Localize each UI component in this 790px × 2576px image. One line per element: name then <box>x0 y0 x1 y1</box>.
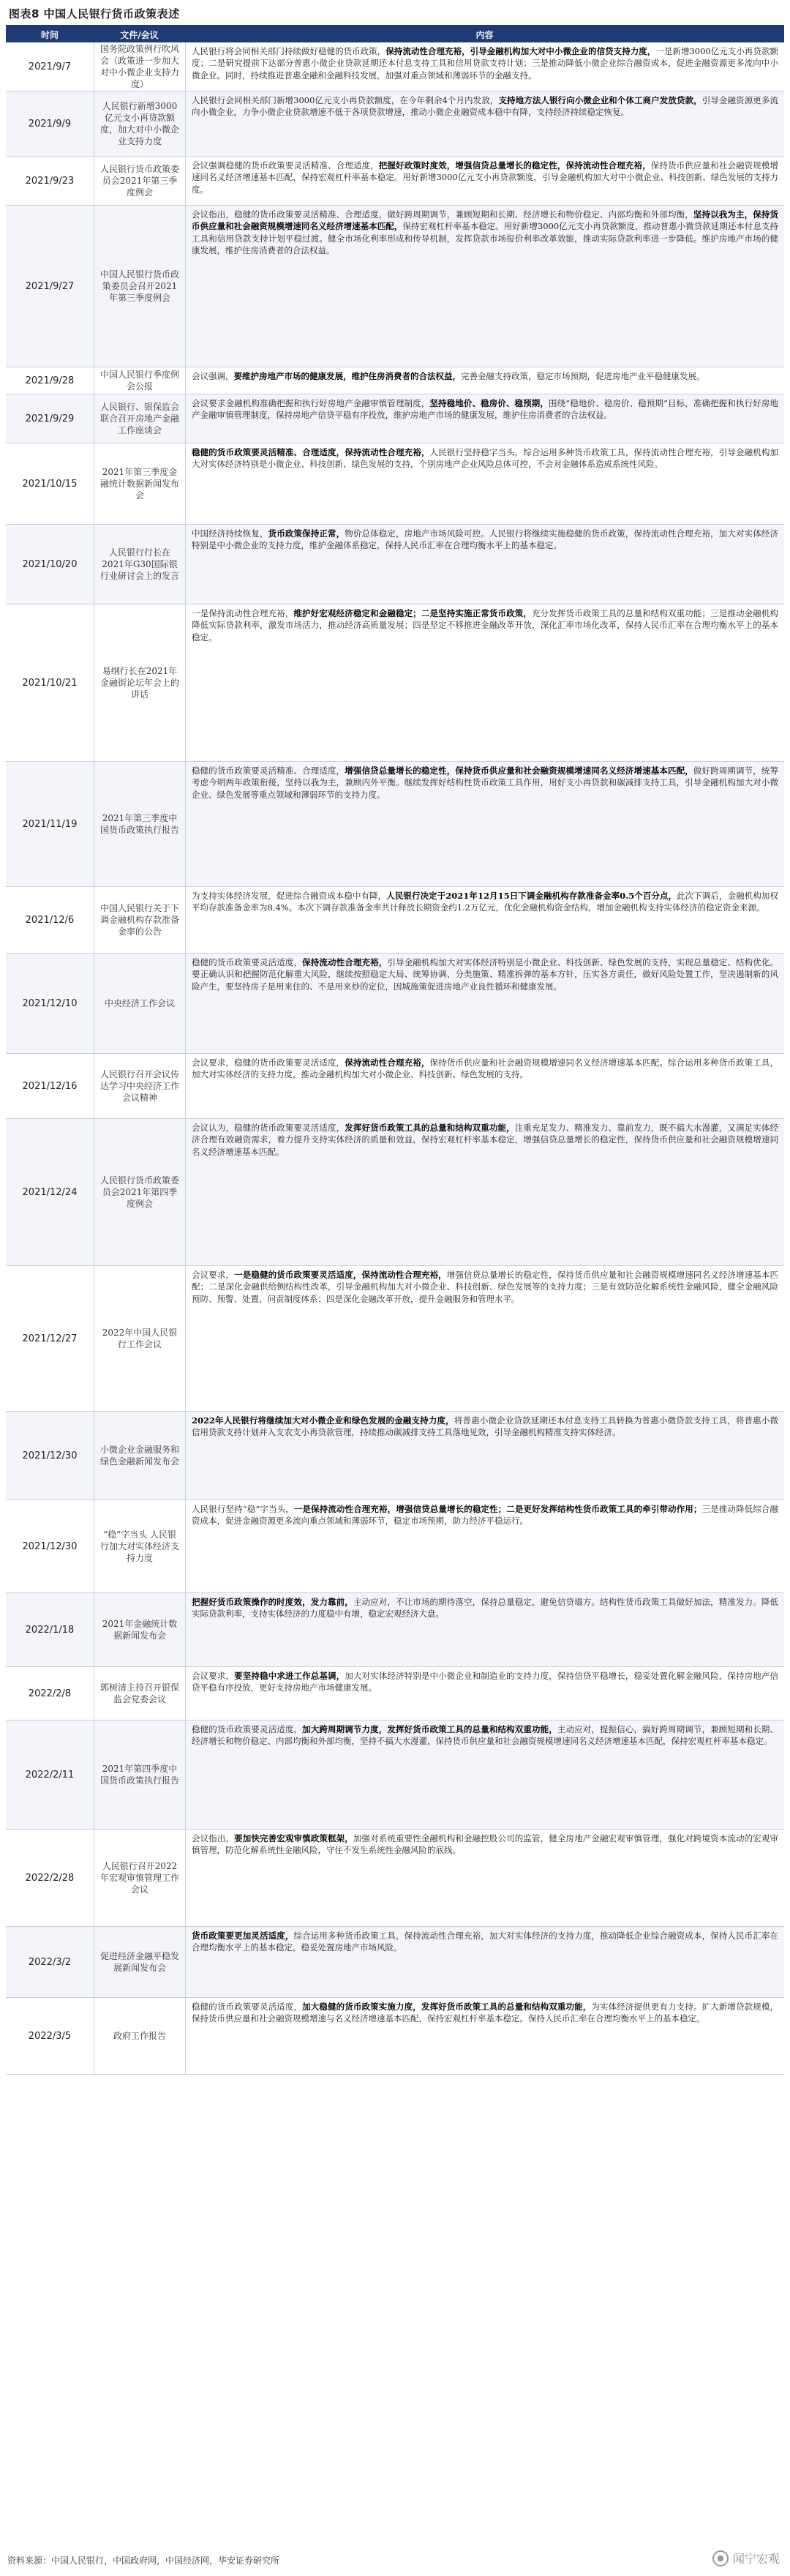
content-rest: 加强对系统重要性金融机构和金融控股公司的监管，健全房地产金融宏观审慎管理，强化对跨境资本流动的宏观审慎管理，防范化解系统性金融风险，守住不发生系统性金融风险的底线。 <box>192 1833 778 1856</box>
content-lead: 稳健的货币政策要灵活适度， <box>192 1724 303 1734</box>
row-document: 人民银行货币政策委员会2021年第三季度例会 <box>94 157 186 205</box>
row-date: 2021/9/7 <box>6 42 94 91</box>
row-document: 人民银行召开会议传达学习中央经济工作会议精神 <box>94 1054 186 1118</box>
table-row <box>6 1500 784 1593</box>
content-emphasis: 发挥好货币政策工具的总量和结构双重功能， <box>345 1123 515 1133</box>
content-rest: 主动应对，不让市场的期待落空，保持总量稳定，避免信贷塌方。结构性货币政策工具做好加法，精准发力。降低实际贷款利率，支持实体经济的力度稳中有增，稳定宏观经济大盘。 <box>192 1597 778 1620</box>
row-document: 政府工作报告 <box>94 1998 186 2074</box>
row-date: 2021/10/21 <box>6 604 94 761</box>
content-rest: 加大对实体经济特别是中小微企业和制造业的支持力度，保持信贷平稳增长，稳妥处置化解金融风险，保持房地产信贷平稳有序投放，更好支持房地产市场健康发展。 <box>192 1671 778 1693</box>
content-emphasis: 要加快完善宏观审慎政策框架， <box>234 1833 353 1843</box>
content-lead: 会议要求， <box>192 1270 235 1280</box>
content-rest: 为实体经济提供更有力支持。扩大新增贷款规模，保持货币供应量和社会融资规模增速与名义经济增速基本匹配，保持宏观杠杆率基本稳定。保持人民币汇率在合理均衡水平上的基本稳定。 <box>192 2002 778 2024</box>
row-document: 中国人民银行季度例会公报 <box>94 367 186 394</box>
row-date: 2021/12/6 <box>6 887 94 953</box>
content-lead: 会议强调稳健的货币政策要灵活精准、合理适度， <box>192 160 379 171</box>
row-date: 2021/12/30 <box>6 1412 94 1499</box>
table-row <box>6 762 784 887</box>
content-rest: 人民银行坚持稳字当头，综合运用多种货币政策工具，保持流动性合理充裕，引导金融机构加大对实体经济特别是小微企业、科技创新、绿色发展的支持，个别房地产企业风险总体可控，不会对金融体系造成系统性风险。 <box>192 447 778 470</box>
content-emphasis: 保持流动性合理充裕， <box>302 957 388 967</box>
row-date: 2022/3/5 <box>6 1998 94 2074</box>
content-rest: 主动应对，提振信心，搞好跨周期调节，兼顾短期和长期、经济增长和物价稳定、内部均衡和外部均衡，坚持不搞大水漫灌，保持货币供应量和社会融资规模增速同名义经济增速基本匹配，保持宏观杠杆率基本稳定。 <box>192 1724 778 1747</box>
content-emphasis: 把握好政策时度效，增强信贷总量增长的稳定性，保持流动性合理充裕， <box>378 160 651 171</box>
content-rest: 保持货币供应量和社会融资规模增速同名义经济增速基本匹配。综合运用多种货币政策工具，加大对实体经济的支持力度，推动金融机构加大对小微企业、科技创新、绿色发展的支持。 <box>192 1057 778 1080</box>
row-document: 小微企业金融服务和绿色金融新闻发布会 <box>94 1412 186 1499</box>
content-lead: 会议强调， <box>192 371 234 381</box>
row-content <box>186 1998 784 2074</box>
content-lead: 会议指出，稳健的货币政策要灵活精准、合理适度，做好跨周期调节，兼顾短期和长期、经济增长和物价稳定、内部均衡和外部均衡， <box>192 209 693 220</box>
content-emphasis: 人民银行决定于2021年12月15日下调金融机构存款准备金率0.5个百分点， <box>386 891 677 901</box>
row-content <box>186 157 784 205</box>
row-content <box>186 1830 784 1926</box>
content-lead: 人民银行将会同相关部门持续做好稳健的货币政策， <box>192 46 386 56</box>
content-rest: 保持宏观杠杆率基本稳定。用好新增3000亿元支小再贷款额度，推动普惠小微贷款延期还本付息支持工具和信用贷款支持计划平稳过渡。健全市场化利率形成和传导机制，发挥贷款市场报价利率改革效能，推动实际贷款利率进一步降低。维护房地产市场的健康发展，维护住房消费者的合法权益。 <box>192 221 779 255</box>
content-emphasis: 坚持稳地价、稳房价、稳预期， <box>429 398 549 408</box>
row-content <box>186 443 784 524</box>
table-row <box>6 206 784 367</box>
content-emphasis: 保持流动性合理充裕， <box>345 1057 430 1068</box>
table-row <box>6 1721 784 1830</box>
row-content <box>186 604 784 761</box>
table-row <box>6 1593 784 1667</box>
content-rest: 引导金融资源更多流向小微企业，力争小微企业贷款增速不低于各项贷款增速，推动小微企业融资成本稳中有降，支持经济持续稳定恢复。 <box>192 95 778 118</box>
content-rest: 此次下调后，金融机构加权平均存款准备金率为8.4%。本次下调存款准备金率共计释放长期资金约1.2万亿元，优化金融机构资金结构，增加金融机构支持实体经济的稳定资金来源。 <box>192 891 778 913</box>
row-date: 2021/12/27 <box>6 1266 94 1411</box>
content-lead: 人民银行会同相关部门新增3000亿元支小再贷款额度，在今年剩余4个月内发放， <box>192 95 499 105</box>
table-row <box>6 394 784 443</box>
content-emphasis: 保持流动性合理充裕，引导金融机构加大对中小微企业的信贷支持力度， <box>385 46 656 56</box>
table-body <box>6 42 784 2075</box>
content-lead: 会议指出， <box>192 1833 235 1843</box>
row-content <box>186 1119 784 1265</box>
content-rest: 充分发挥货币政策工具的总量和结构双重功能；三是推动金融机构降低实际贷款利率，激发市场活力，推动经济高质量发展；四是坚定不移推进金融改革开放，深化汇率市场化改革，保持人民币汇率在合理均衡水平上的基本稳定。 <box>192 608 778 643</box>
table-row <box>6 157 784 206</box>
figure-title: 图表8 中国人民银行货币政策表述 <box>9 7 180 20</box>
row-date: 2021/12/24 <box>6 1119 94 1265</box>
content-rest: 围绕“稳地价、稳房价、稳预期”目标，准确把握和执行好房地产金融审慎管理制度，保持房地产信贷平稳有序投放，维护房地产市场的健康发展，维护住房消费者的合法权益。 <box>192 398 778 421</box>
row-document: “稳”字当头 人民银行加大对实体经济支持力度 <box>94 1500 186 1592</box>
table-row <box>6 887 784 954</box>
table-row <box>6 367 784 394</box>
table-row <box>6 91 784 157</box>
table-row <box>6 1830 784 1927</box>
row-document: 人民银行、银保监会联合召开房地产金融工作座谈会 <box>94 394 186 443</box>
content-rest: 注重充足发力、精准发力、靠前发力，既不搞大水漫灌，又满足实体经济合理有效融资需求，着力提升支持实体经济的质量和效益，保持宏观杠杆率基本稳定，增强信贷总量增长的稳定性，保持货币供应量和社会融资规模增速同名义经济增速基本匹配。 <box>192 1123 778 1157</box>
content-emphasis: 货币政策保持正常， <box>268 528 345 539</box>
content-emphasis: 加大稳健的货币政策实施力度，发挥好货币政策工具的总量和结构双重功能， <box>302 2002 592 2012</box>
wechat-icon: ● <box>712 2550 729 2566</box>
row-content <box>186 394 784 443</box>
header-content: 内容 <box>475 29 494 40</box>
row-document: 促进经济金融平稳发展新闻发布会 <box>94 1927 186 1997</box>
table-row <box>6 1667 784 1721</box>
content-rest: 综合运用多种货币政策工具，保持流动性合理充裕，加大对实体经济的支持力度，推动降低企业综合融资成本，保持人民币汇率在合理均衡水平上的基本稳定，稳妥处置房地产市场风险。 <box>192 1931 778 1953</box>
row-content <box>186 954 784 1053</box>
row-content <box>186 1927 784 1997</box>
row-content <box>186 762 784 886</box>
watermark <box>712 2550 780 2566</box>
row-date: 2022/2/28 <box>6 1830 94 1926</box>
row-document: 中国人民银行关于下调金融机构存款准备金率的公告 <box>94 887 186 953</box>
table-row <box>6 1266 784 1412</box>
content-lead: 稳健的货币政策要灵活适度， <box>192 957 303 967</box>
content-lead: 会议认为，稳健的货币政策要灵活适度， <box>192 1123 345 1133</box>
content-emphasis: 2022年人民银行将继续加大对小微企业和绿色发展的金融支持力度， <box>192 1415 454 1426</box>
source-note: 资料来源：中国人民银行，中国政府网，中国经济网，华安证券研究所 <box>7 2556 280 2566</box>
table-row <box>6 1412 784 1500</box>
row-content <box>186 1500 784 1592</box>
row-content <box>186 1667 784 1720</box>
row-document: 郭树清主持召开银保监会党委会议 <box>94 1667 186 1720</box>
table-row <box>6 1119 784 1266</box>
content-rest: 完善金融支持政策，稳定市场预期，促进房地产业平稳健康发展。 <box>461 371 705 381</box>
row-document: 2021年第三季度金融统计数据新闻发布会 <box>94 443 186 524</box>
table-row <box>6 1998 784 2075</box>
row-document: 2021年金融统计数据新闻发布会 <box>94 1593 186 1666</box>
content-lead: 会议要求， <box>192 1671 235 1681</box>
row-document: 2022年中国人民银行工作会议 <box>94 1266 186 1411</box>
row-date: 2021/12/10 <box>6 954 94 1053</box>
row-content <box>186 206 784 367</box>
header-doc: 文件/会议 <box>120 29 159 40</box>
row-content <box>186 1593 784 1666</box>
row-content <box>186 1721 784 1829</box>
content-lead: 稳健的货币政策要灵活精准、合理适度， <box>192 765 345 776</box>
row-content <box>186 367 784 394</box>
row-date: 2021/12/30 <box>6 1500 94 1592</box>
row-document: 人民银行召开2022年宏观审慎管理工作会议 <box>94 1830 186 1926</box>
content-emphasis: 支持地方法人银行向小微企业和个体工商户发放贷款， <box>498 95 702 105</box>
table-row <box>6 1054 784 1119</box>
row-document: 国务院政策例行吹风会（政策进一步加大对中小微企业支持力度） <box>94 42 186 91</box>
row-content <box>186 1266 784 1411</box>
row-date: 2021/11/19 <box>6 762 94 886</box>
row-content <box>186 91 784 156</box>
content-rest: 将普惠小微企业贷款延期还本付息支持工具转换为普惠小微贷款支持工具，将普惠小微信用贷款支持计划并入支农支小再贷款管理，持续推动碳减排支持工具落地见效，引导金融机构精准支持实体经济。 <box>192 1415 778 1438</box>
content-rest: 增强信贷总量增长的稳定性，保持货币供应量和社会融资规模增速同名义经济增速基本匹配；二是深化金融供给侧结构性改革，引导金融机构加大对小微企业、科技创新、绿色发展等的支持力度；三是有效防范化解系统性金融风险，健全金融风险预防、预警、处置、问责制度体系；四是深化金融改革开放，提升金融服务和管理水平。 <box>192 1270 778 1304</box>
row-content <box>186 1054 784 1118</box>
content-lead: 会议要求金融机构准确把握和执行好房地产金融审慎管理制度， <box>192 398 430 408</box>
content-lead: 会议要求，稳健的货币政策要灵活适度， <box>192 1057 345 1068</box>
content-emphasis: 要维护房地产市场的健康发展，维护住房消费者的合法权益， <box>233 371 461 381</box>
content-emphasis: 增强信贷总量增长的稳定性，保持货币供应量和社会融资规模增速同名义经济增速基本匹配， <box>345 765 693 776</box>
header-date: 时间 <box>40 29 59 40</box>
content-lead: 一是保持流动性合理充裕， <box>192 608 294 618</box>
table-row <box>6 42 784 91</box>
content-emphasis: 把握好货币政策操作的时度效，发力靠前， <box>192 1597 353 1607</box>
row-document: 人民银行新增3000亿元支小再贷款额度，加大对中小微企业支持力度 <box>94 91 186 156</box>
content-emphasis: 稳健的货币政策要灵活精准、合理适度，保持流动性合理充裕， <box>192 447 430 457</box>
row-content <box>186 42 784 91</box>
content-emphasis: 要坚持稳中求进工作总基调， <box>234 1671 345 1681</box>
row-date: 2021/12/16 <box>6 1054 94 1118</box>
content-lead: 人民银行坚持“稳”字当头， <box>192 1504 294 1514</box>
row-date: 2022/2/11 <box>6 1721 94 1829</box>
row-date: 2021/9/27 <box>6 206 94 367</box>
row-date: 2021/10/15 <box>6 443 94 524</box>
content-emphasis: 坚持以我为主，保持货币供应量和社会融资规模增速同名义经济增速基本匹配， <box>192 209 778 232</box>
row-document: 人民银行行长在2021年G30国际银行业研讨会上的发言 <box>94 525 186 604</box>
row-content <box>186 525 784 604</box>
row-document: 2021年第四季度中国货币政策执行报告 <box>94 1721 186 1829</box>
table-row <box>6 954 784 1054</box>
row-content <box>186 887 784 953</box>
row-date: 2021/9/9 <box>6 91 94 156</box>
content-rest: 三是推动降低综合融资成本，促进金融资源更多流向重点领域和薄弱环节，稳定市场预期，助力经济平稳运行。 <box>192 1504 778 1527</box>
table-header <box>6 26 784 42</box>
content-emphasis: 货币政策要更加灵活适度， <box>192 1931 294 1941</box>
content-emphasis: 维护好宏观经济稳定和金融稳定；二是坚持实施正常货币政策， <box>293 608 532 618</box>
row-date: 2022/3/2 <box>6 1927 94 1997</box>
table-row <box>6 443 784 525</box>
row-date: 2021/10/20 <box>6 525 94 604</box>
policy-table <box>6 25 784 2075</box>
row-date: 2022/2/8 <box>6 1667 94 1720</box>
content-rest: 引导金融机构加大对实体经济特别是小微企业、科技创新、绿色发展的支持，实现总量稳定、结构优化。要正确认识和把握防范化解重大风险，继续按照稳定大局、统筹协调、分类施策、精准拆弹的基本方针，压实各方责任，做好风险处置工作，坚决遏制新的风险产生，要坚持房子是用来住的、不是用来炒的定位，因城施策促进房地产业良性循环和健康发展。 <box>192 957 778 992</box>
row-document: 人民银行货币政策委员会2021年第四季度例会 <box>94 1119 186 1265</box>
table-row <box>6 1927 784 1998</box>
table-row <box>6 525 784 604</box>
table-row <box>6 604 784 762</box>
content-rest: 做好跨周期调节，统筹考虑今明两年政策衔接，坚持以我为主，兼顾内外平衡。继续发挥好结构性货币政策工具作用，用好支小再贷款和碳减排支持工具，引导金融机构加大对小微企业、绿色发展等重点领域和薄弱环节的支持力度。 <box>192 765 778 800</box>
content-emphasis: 加大跨周期调节力度，发挥好货币政策工具的总量和结构双重功能， <box>302 1724 557 1734</box>
content-lead: 为支持实体经济发展，促进综合融资成本稳中有降， <box>192 891 387 901</box>
row-document: 中国人民银行货币政策委员会召开2021年第三季度例会 <box>94 206 186 367</box>
row-document: 易纲行长在2021年金融街论坛年会上的讲话 <box>94 604 186 761</box>
content-emphasis: 一是稳健的货币政策要灵活适度，保持流动性合理充裕， <box>234 1270 447 1280</box>
content-rest: 保持货币供应量和社会融资规模增速同名义经济增速基本匹配，保持宏观杠杆率基本稳定。用好新增3000亿元支小再贷款额度，引导金融机构加大对中小微企业、科技创新、绿色发展的支持力度。 <box>192 160 778 195</box>
row-document: 2021年第三季度中国货币政策执行报告 <box>94 762 186 886</box>
watermark-text: 闻宁宏观 <box>732 2552 780 2566</box>
row-date: 2021/9/28 <box>6 367 94 394</box>
row-content <box>186 1412 784 1499</box>
content-emphasis: 一是保持流动性合理充裕，增强信贷总量增长的稳定性；二是更好发挥结构性货币政策工具的牵引带动作用； <box>293 1504 702 1514</box>
row-date: 2021/9/23 <box>6 157 94 205</box>
row-date: 2022/1/18 <box>6 1593 94 1666</box>
content-rest: 物价总体稳定，房地产市场风险可控。人民银行将继续实施稳健的货币政策，保持流动性合理充裕，加大对实体经济特别是中小微企业的支持力度，维护金融体系稳定，保持人民币汇率在合理均衡水平上的基本稳定。 <box>192 528 778 551</box>
content-rest: 一是新增3000亿元支小再贷款额度；二是研究提前下达部分普惠小微企业贷款延期还本付息支持工具和信用贷款支持计划；三是推动降低小微企业综合融资成本，促进金融资源更多流向中小微企业。同时，持续推进普惠金融和金融科技发展，加强对重点领域和薄弱环节的金融支持。 <box>192 46 779 80</box>
content-lead: 中国经济持续恢复， <box>192 528 268 539</box>
content-lead: 稳健的货币政策要灵活适度， <box>192 2002 303 2012</box>
row-document: 中央经济工作会议 <box>94 954 186 1053</box>
row-date: 2021/9/29 <box>6 394 94 443</box>
